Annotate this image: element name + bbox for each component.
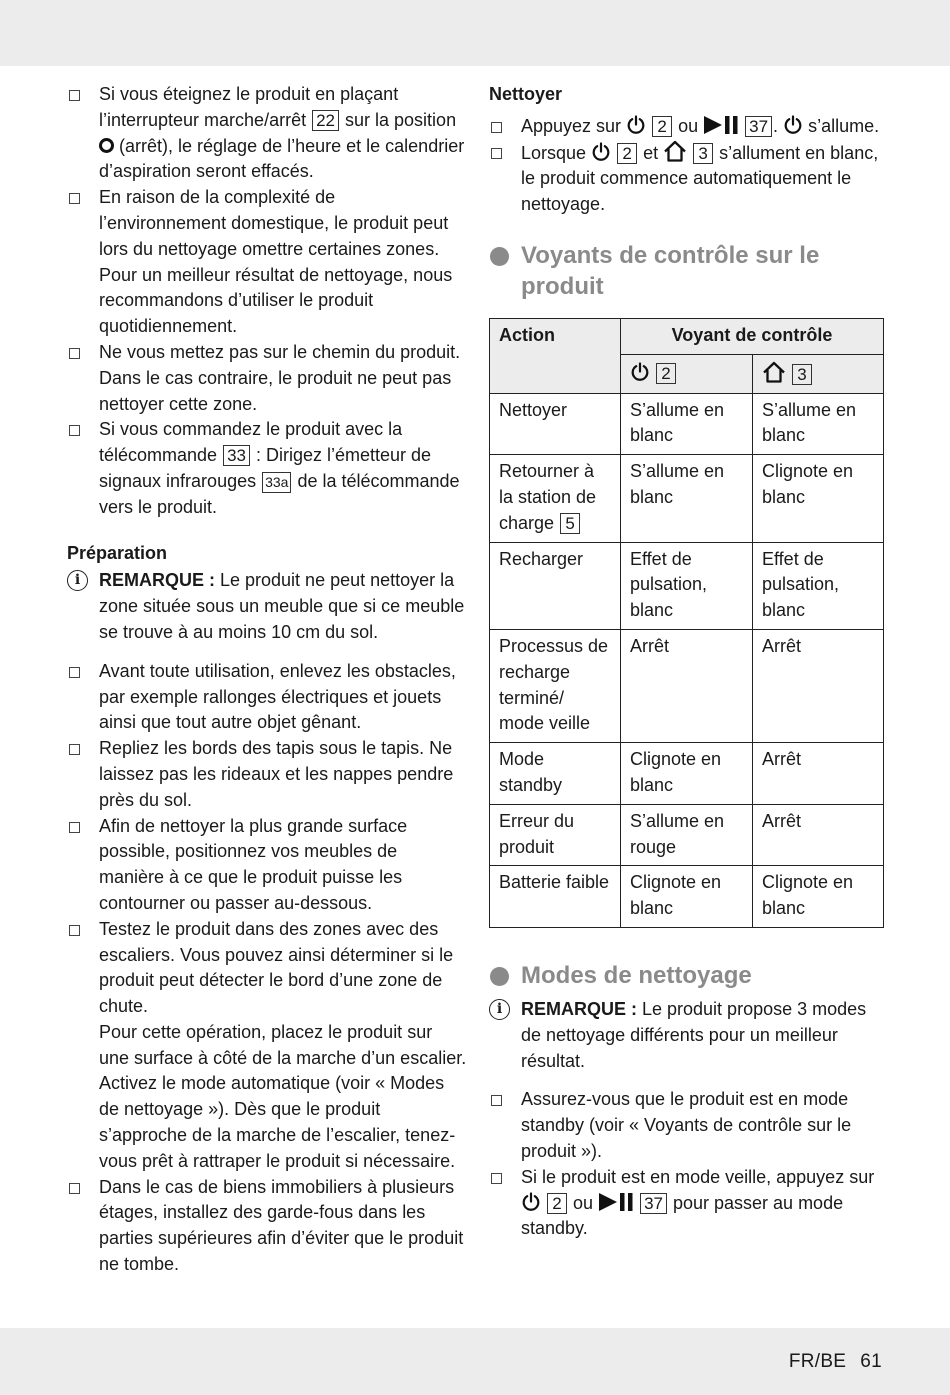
- power-icon: [783, 115, 803, 135]
- right-column: [489, 82, 884, 1242]
- table-row: Batterie faible Clignote en blanc Clignote en blanc: [490, 866, 884, 928]
- list-item: Dans le cas de biens immobiliers à plusieurs étages, installez des garde-fous dans les parties supérieures afin d’éviter que le produit ne tombe.: [67, 1175, 467, 1278]
- ref-box: 33: [223, 445, 250, 466]
- power-icon: [521, 1192, 541, 1212]
- table-row: Recharger Effet de pulsation, blanc Effet de pulsation, blanc: [490, 542, 884, 629]
- table-row: Mode standby Clignote en blanc Arrêt: [490, 743, 884, 805]
- footer-locale: FR/BE: [788, 1351, 847, 1372]
- section-title-indicators: Voyants de contrôle sur le produit: [489, 240, 884, 302]
- ref-box: 2: [617, 143, 637, 164]
- info-icon: i: [489, 999, 510, 1020]
- info-icon: i: [67, 570, 88, 591]
- play-pause-icon: [703, 115, 739, 135]
- table-header-row: [490, 318, 884, 354]
- table-row: Nettoyer S’allume en blanc S’allume en blanc: [490, 393, 884, 455]
- page-footer: [789, 1349, 882, 1375]
- note-label: REMARQUE :: [521, 998, 637, 1019]
- list-item-extra: Pour cette opération, placez le produit sur une surface à côté de la marche d’un escalier. Activez le mode automatique (voir « Modes de nettoyage »). Dès que le produit s’approche de la marche de l’escalier, tenez-vous prêt à rattraper le produit si nécessaire.: [99, 1021, 467, 1171]
- note-text: Le produit propose 3 modes de nettoyage différents pour un meilleur résultat.: [521, 998, 867, 1071]
- off-position-icon: [99, 138, 114, 153]
- table-header-home: [753, 354, 884, 393]
- table-row: Erreur du produit S’allume en rouge Arrêt: [490, 804, 884, 866]
- list-item: En raison de la complexité de l’environnement domestique, le produit peut lors du nettoyage omettre certaines zones. Pour un meilleur résultat de nettoyage, nous recommandons d’utiliser le produit quotidiennement.: [67, 185, 467, 340]
- list-item: Si le produit est en mode veille, appuyez sur 2 ou 37 pour passer au mode standby.: [489, 1165, 884, 1242]
- list-item: Lorsque 2 et 3 s’allument en blanc, le produit commence automatiquement le nettoyage.: [489, 140, 884, 218]
- power-icon: [630, 362, 650, 382]
- ref-box: 22: [312, 110, 339, 131]
- table-header-voyant: Voyant de contrôle: [621, 318, 884, 354]
- list-item: Testez le produit dans des zones avec des escaliers. Vous pouvez ainsi déterminer si le produit peut détecter le bord d’une zone de chute. Pour cette opération, placez le produit sur une surface à côté de la marche d’un escalier. Activez le mode automatique (voir « Modes de nettoyage »). Dès que le produit s’approche de la marche de l’escalier, tenez-vous prêt à rattraper le produit si nécessaire.: [67, 917, 467, 1175]
- list-item: Ne vous mettez pas sur le chemin du produit. Dans le cas contraire, le produit ne peut pas nettoyer cette zone.: [67, 340, 467, 417]
- list-item: Si vous commandez le produit avec la télécommande 33 : Dirigez l’émetteur de signaux infrarouges 33a de la télécommande vers le produit.: [67, 417, 467, 520]
- list-item: Repliez les bords des tapis sous le tapis. Ne laissez pas les rideaux et les nappes pendre près du sol.: [67, 736, 467, 813]
- home-icon: [663, 140, 687, 162]
- table-header-power: [621, 354, 753, 393]
- play-pause-icon: [598, 1192, 634, 1212]
- ref-box: 2: [547, 1193, 567, 1214]
- home-icon: [762, 361, 786, 383]
- note-block: [489, 997, 884, 1074]
- ref-box: 2: [656, 363, 676, 384]
- note-block: [67, 568, 467, 645]
- table-row: Processus de recharge terminé/ mode veille Arrêt Arrêt: [490, 629, 884, 742]
- ref-box: 37: [745, 116, 772, 137]
- note-text: Le produit ne peut nettoyer la zone située sous un meuble que si ce meuble se trouve à au moins 10 cm du sol.: [99, 570, 465, 642]
- page-number: 61: [860, 1351, 882, 1372]
- top-band: [0, 0, 950, 66]
- table-row: Retourner à la station de charge 5 S’allume en blanc Clignote en blanc: [490, 455, 884, 542]
- clean-list: [489, 114, 884, 218]
- power-icon: [591, 142, 611, 162]
- ref-box: 3: [693, 143, 713, 164]
- indicator-table: [489, 318, 884, 928]
- list-item: Afin de nettoyer la plus grande surface possible, positionnez vos meubles de manière à ce que le produit puisse les contourner ou passer au-dessous.: [67, 814, 467, 917]
- table-header-action: Action: [490, 318, 621, 393]
- ref-box: 2: [652, 116, 672, 137]
- note-label: REMARQUE :: [99, 570, 215, 591]
- ref-box: 3: [792, 364, 812, 385]
- power-icon: [626, 115, 646, 135]
- bullet-list-preparation: [67, 659, 467, 1278]
- ref-box: 33a: [262, 472, 291, 493]
- ref-box: 5: [560, 513, 580, 534]
- ref-box: 37: [640, 1193, 667, 1214]
- list-item: Assurez-vous que le produit est en mode standby (voir « Voyants de contrôle sur le produit »).: [489, 1087, 884, 1164]
- list-item: Si vous éteignez le produit en plaçant l’interrupteur marche/arrêt 22 sur la position (arrêt), le réglage de l’heure et le calendrier d’aspiration seront effacés.: [67, 82, 467, 185]
- section-title-modes: Modes de nettoyage: [489, 960, 884, 991]
- clean-heading: Nettoyer: [489, 84, 563, 104]
- preparation-heading: Préparation: [67, 542, 168, 563]
- list-item: Avant toute utilisation, enlevez les obstacles, par exemple rallonges électriques et jouets ainsi que tout autre objet gênant.: [67, 659, 467, 736]
- bullet-list-top: [67, 82, 467, 521]
- list-item: Appuyez sur 2 ou 37 . s’allume.: [489, 114, 884, 140]
- modes-list: [489, 1087, 884, 1242]
- left-column: [67, 82, 467, 1278]
